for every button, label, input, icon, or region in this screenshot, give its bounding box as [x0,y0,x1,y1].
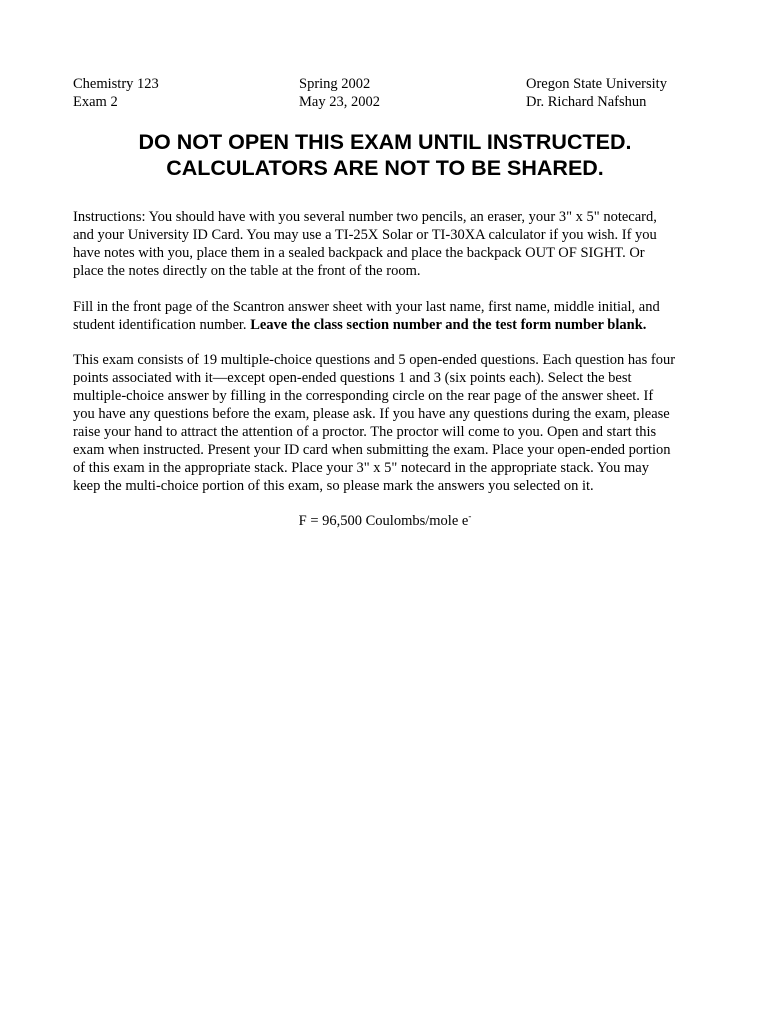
paragraph-line: you have any questions before the exam, please ask. If you have any questions during the exam, please [73,406,670,422]
instructor-name: Dr. Richard Nafshun [526,94,647,110]
header-date-info [299,75,380,111]
header-institution-info [526,75,667,111]
formula-text: F = 96,500 Coulombs/mole e [298,513,469,529]
paragraph-line: place the notes directly on the table at the front of the room. [73,263,421,279]
faraday-constant [0,512,770,530]
paragraph-line: Instructions: You should have with you several number two pencils, an eraser, your 3" x 5" notecard, [73,209,657,225]
exam-warning-title [0,129,770,181]
title-line-2: CALCULATORS ARE NOT TO BE SHARED. [166,156,604,180]
header-course-info [73,75,159,111]
exam-rules-paragraph [73,351,713,495]
exam-header [73,75,713,115]
paragraph-line [73,316,713,334]
paragraph-text-regular: student identification number. [73,317,251,333]
university-name: Oregon State University [526,76,667,92]
course-name: Chemistry 123 [73,76,159,92]
paragraph-line: This exam consists of 19 multiple-choice questions and 5 open-ended questions. Each question has four [73,352,676,368]
paragraph-line: multiple-choice answer by filling in the corresponding circle on the rear page of the answer sheet. If [73,388,654,404]
paragraph-text-bold: Leave the class section number and the test form number blank. [250,317,647,333]
paragraph-line: have notes with you, place them in a sealed backpack and place the backpack OUT OF SIGHT. Or [73,245,645,261]
paragraph-line: Fill in the front page of the Scantron answer sheet with your last name, first name, middle initial, and [73,299,660,315]
exam-number: Exam 2 [73,94,118,110]
instructions-paragraph [73,208,713,280]
title-line-1: DO NOT OPEN THIS EXAM UNTIL INSTRUCTED. [138,130,632,154]
paragraph-line: of this exam in the appropriate stack. Place your 3" x 5" notecard in the appropriate stack. You may [73,460,649,476]
paragraph-line: raise your hand to attract the attention of a proctor. The proctor will come to you. Open and start this [73,424,657,440]
term: Spring 2002 [299,76,371,92]
paragraph-line: and your University ID Card. You may use a TI-25X Solar or TI-30XA calculator if you wish. If you [73,227,657,243]
formula-superscript: - [468,511,472,522]
paragraph-line: points associated with it—except open-ended questions 1 and 3 (six points each). Select the best [73,370,632,386]
paragraph-line: exam when instructed. Present your ID card when submitting the exam. Place your open-ended portion [73,442,671,458]
paragraph-line: keep the multi-choice portion of this exam, so please mark the answers you selected on it. [73,478,594,494]
scantron-paragraph [73,298,713,334]
exam-date: May 23, 2002 [299,94,380,110]
